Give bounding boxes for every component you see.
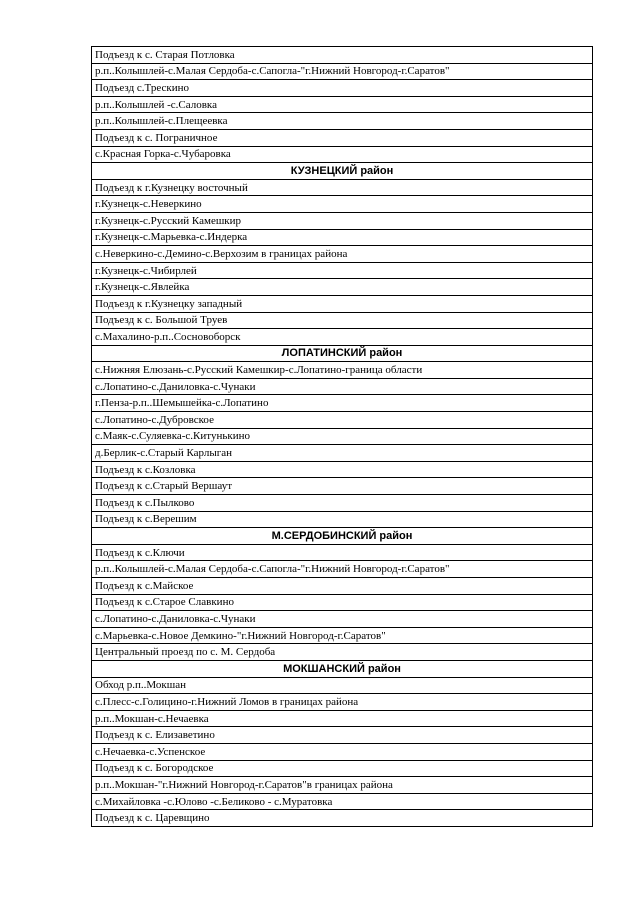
table-row [92, 793, 593, 810]
table-row [92, 80, 593, 97]
roads-table [91, 46, 593, 827]
table-row [92, 544, 593, 561]
table-row [92, 412, 593, 429]
table-row [92, 461, 593, 478]
table-row [92, 478, 593, 495]
road-name: с.Михайловка -с.Юлово -с.Беликово - с.Муратовка [92, 793, 593, 810]
table-row [92, 129, 593, 146]
table-row [92, 146, 593, 163]
table-row [92, 578, 593, 595]
table-row [92, 561, 593, 578]
road-name: Подъезд к с.Старое Славкино [92, 594, 593, 611]
road-name: с.Лопатино-с.Даниловка-с.Чунаки [92, 378, 593, 395]
table-row [92, 362, 593, 379]
district-header-row [92, 163, 593, 180]
road-name: Подъезд к с.Старый Вершаут [92, 478, 593, 495]
road-name: с.Плесс-с.Голицино-г.Нижний Ломов в границах района [92, 694, 593, 711]
table-row [92, 329, 593, 346]
road-name: с.Красная Горка-с.Чубаровка [92, 146, 593, 163]
road-name: с.Лопатино-с.Дубровское [92, 412, 593, 429]
road-name: г.Кузнецк-с.Неверкино [92, 196, 593, 213]
road-name: с.Маяк-с.Суляевка-с.Китунькино [92, 428, 593, 445]
road-name: с.Нечаевка-с.Успенское [92, 743, 593, 760]
table-row [92, 47, 593, 64]
table-row [92, 246, 593, 263]
road-name: р.п..Мокшан-с.Нечаевка [92, 710, 593, 727]
district-header-row [92, 660, 593, 677]
table-row [92, 212, 593, 229]
table-row [92, 196, 593, 213]
table-row [92, 445, 593, 462]
road-name: Подъезд к с.Козловка [92, 461, 593, 478]
road-name: г.Кузнецк-с.Марьевка-с.Индерка [92, 229, 593, 246]
table-row [92, 710, 593, 727]
table-row [92, 594, 593, 611]
roads-table-body [92, 47, 593, 827]
road-name: с.Махалино-р.п..Сосновоборск [92, 329, 593, 346]
road-name: Подъезд к с. Богородское [92, 760, 593, 777]
table-row [92, 777, 593, 794]
table-row [92, 743, 593, 760]
road-name: г.Пенза-р.п..Шемышейка-с.Лопатино [92, 395, 593, 412]
road-name: с.Лопатино-с.Даниловка-с.Чунаки [92, 611, 593, 628]
district-name: КУЗНЕЦКИЙ район [92, 163, 593, 180]
table-row [92, 611, 593, 628]
road-name: Подъезд к с.Верешим [92, 511, 593, 528]
table-row [92, 511, 593, 528]
road-name: Центральный проезд по с. М. Сердоба [92, 644, 593, 661]
table-row [92, 810, 593, 827]
table-row [92, 262, 593, 279]
road-name: р.п..Колышлей-с.Малая Сердоба-с.Сапогла-"г.Нижний Новгород-г.Саратов" [92, 561, 593, 578]
road-name: р.п..Колышлей-с.Плещеевка [92, 113, 593, 130]
table-row [92, 395, 593, 412]
road-name: с.Нижняя Елюзань-с.Русский Камешкир-с.Лопатино-граница области [92, 362, 593, 379]
table-row [92, 378, 593, 395]
road-name: Обход р.п..Мокшан [92, 677, 593, 694]
district-name: ЛОПАТИНСКИЙ район [92, 345, 593, 362]
road-name: Подъезд к г.Кузнецку восточный [92, 179, 593, 196]
table-row [92, 644, 593, 661]
table-row [92, 63, 593, 80]
road-name: Подъезд к г.Кузнецку западный [92, 295, 593, 312]
table-row [92, 677, 593, 694]
road-name: р.п..Колышлей -с.Саловка [92, 96, 593, 113]
road-name: Подъезд к с. Большой Труев [92, 312, 593, 329]
district-header-row [92, 345, 593, 362]
road-name: р.п..Колышлей-с.Малая Сердоба-с.Сапогла-"г.Нижний Новгород-г.Саратов" [92, 63, 593, 80]
table-row [92, 312, 593, 329]
road-name: Подъезд к с.Ключи [92, 544, 593, 561]
district-header-row [92, 528, 593, 545]
road-name: г.Кузнецк-с.Чибирлей [92, 262, 593, 279]
road-name: с.Марьевка-с.Новое Демкино-"г.Нижний Новгород-г.Саратов" [92, 627, 593, 644]
road-name: г.Кузнецк-с.Явлейка [92, 279, 593, 296]
table-row [92, 96, 593, 113]
table-row [92, 229, 593, 246]
road-name: Подъезд к с. Царевщино [92, 810, 593, 827]
table-row [92, 428, 593, 445]
road-name: Подъезд с.Трескино [92, 80, 593, 97]
road-name: Подъезд к с. Пограничное [92, 129, 593, 146]
table-row [92, 113, 593, 130]
road-name: г.Кузнецк-с.Русский Камешкир [92, 212, 593, 229]
road-name: р.п..Мокшан-"г.Нижний Новгород-г.Саратов"в границах района [92, 777, 593, 794]
table-row [92, 295, 593, 312]
road-name: Подъезд к с.Майское [92, 578, 593, 595]
table-row [92, 179, 593, 196]
road-name: Подъезд к с. Старая Потловка [92, 47, 593, 64]
table-row [92, 727, 593, 744]
road-name: с.Неверкино-с.Демино-с.Верхозим в границах района [92, 246, 593, 263]
table-row [92, 694, 593, 711]
road-name: Подъезд к с. Елизаветино [92, 727, 593, 744]
road-name: Подъезд к с.Пылково [92, 495, 593, 512]
road-name: д.Берлик-с.Старый Карлыган [92, 445, 593, 462]
table-row [92, 627, 593, 644]
district-name: МОКШАНСКИЙ район [92, 660, 593, 677]
table-row [92, 495, 593, 512]
table-row [92, 760, 593, 777]
district-name: М.СЕРДОБИНСКИЙ район [92, 528, 593, 545]
table-row [92, 279, 593, 296]
